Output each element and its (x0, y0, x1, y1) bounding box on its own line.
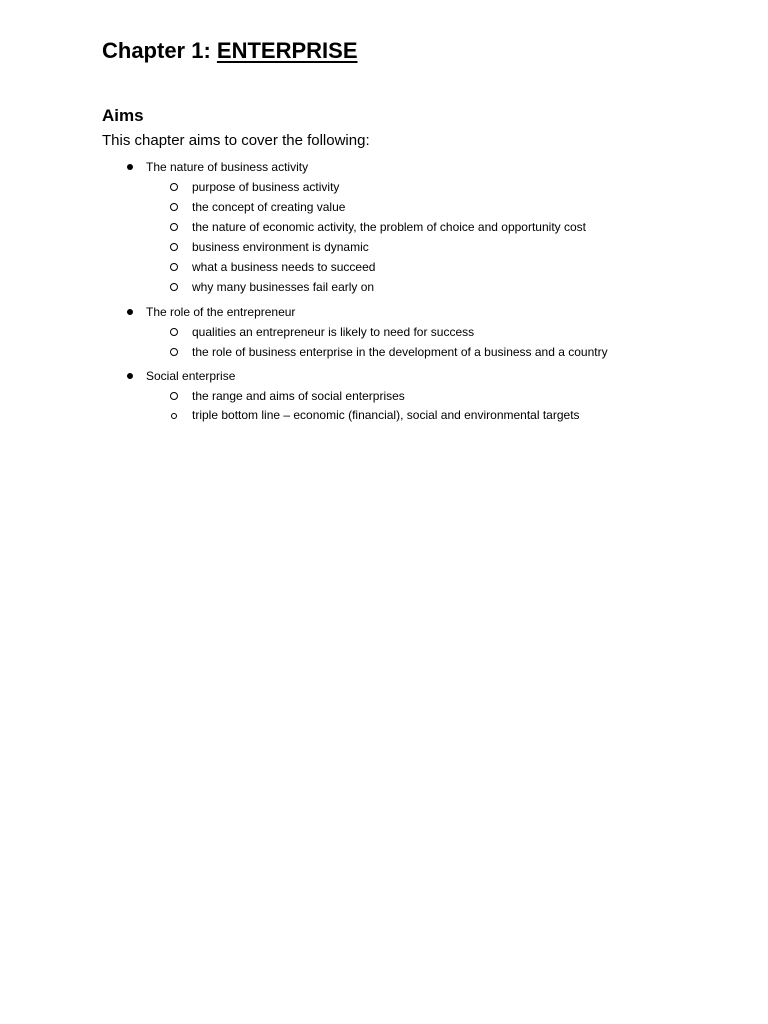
subtopic-item (0, 322, 768, 342)
topic-label: The role of the entrepreneur (146, 305, 296, 319)
chapter-title-prefix: Chapter 1: (102, 38, 217, 63)
subtopic-label: the concept of creating value (192, 200, 346, 214)
hollow-bullet-icon (170, 348, 178, 356)
bullet-icon (127, 373, 133, 379)
subtopic-item (0, 217, 768, 237)
hollow-bullet-icon (170, 223, 178, 231)
subtopic-item (0, 197, 768, 217)
topic-row (0, 302, 768, 322)
subtopic-item (0, 406, 768, 424)
aims-intro: This chapter aims to cover the following: (102, 132, 370, 149)
hollow-bullet-icon (170, 243, 178, 251)
hollow-bullet-icon (170, 328, 178, 336)
hollow-bullet-icon (170, 283, 178, 291)
subtopic-label: the range and aims of social enterprises (192, 389, 405, 403)
subtopic-item (0, 342, 768, 362)
topic-row (0, 366, 768, 386)
hollow-bullet-icon (170, 392, 178, 400)
subtopic-list (0, 177, 768, 297)
chapter-title-emphasis: ENTERPRISE (216, 38, 358, 63)
subtopic-label: why many businesses fail early on (192, 280, 375, 294)
topic-label: Social enterprise (146, 369, 236, 383)
topic-role-of-entrepreneur (0, 302, 768, 362)
subtopic-label: the nature of economic activity, the problem of choice and opportunity cost (192, 220, 586, 234)
subtopic-item (0, 177, 768, 197)
subtopic-list (0, 322, 768, 362)
hollow-bullet-icon (170, 263, 178, 271)
topic-row (0, 157, 768, 177)
subtopic-item (0, 257, 768, 277)
chapter-title (102, 36, 358, 66)
subtopic-item (0, 277, 768, 297)
subtopic-label: qualities an entrepreneur is likely to need for success (192, 325, 475, 339)
topic-nature-of-business (0, 157, 768, 297)
subtopic-label: business environment is dynamic (192, 240, 369, 254)
hollow-bullet-icon (170, 183, 178, 191)
topic-social-enterprise (0, 366, 768, 424)
hollow-bullet-icon (171, 413, 177, 419)
subtopic-label: triple bottom line – economic (financial), social and environmental targets (192, 408, 580, 422)
subtopic-label: what a business needs to succeed (192, 260, 376, 274)
subtopic-label: purpose of business activity (192, 180, 340, 194)
subtopic-label: the role of business enterprise in the development of a business and a country (192, 345, 608, 359)
hollow-bullet-icon (170, 203, 178, 211)
subtopic-item (0, 237, 768, 257)
topic-label: The nature of business activity (146, 160, 309, 174)
bullet-icon (127, 164, 133, 170)
subtopic-list (0, 386, 768, 424)
bullet-icon (127, 309, 133, 315)
aims-heading: Aims (102, 106, 144, 125)
subtopic-item (0, 386, 768, 406)
